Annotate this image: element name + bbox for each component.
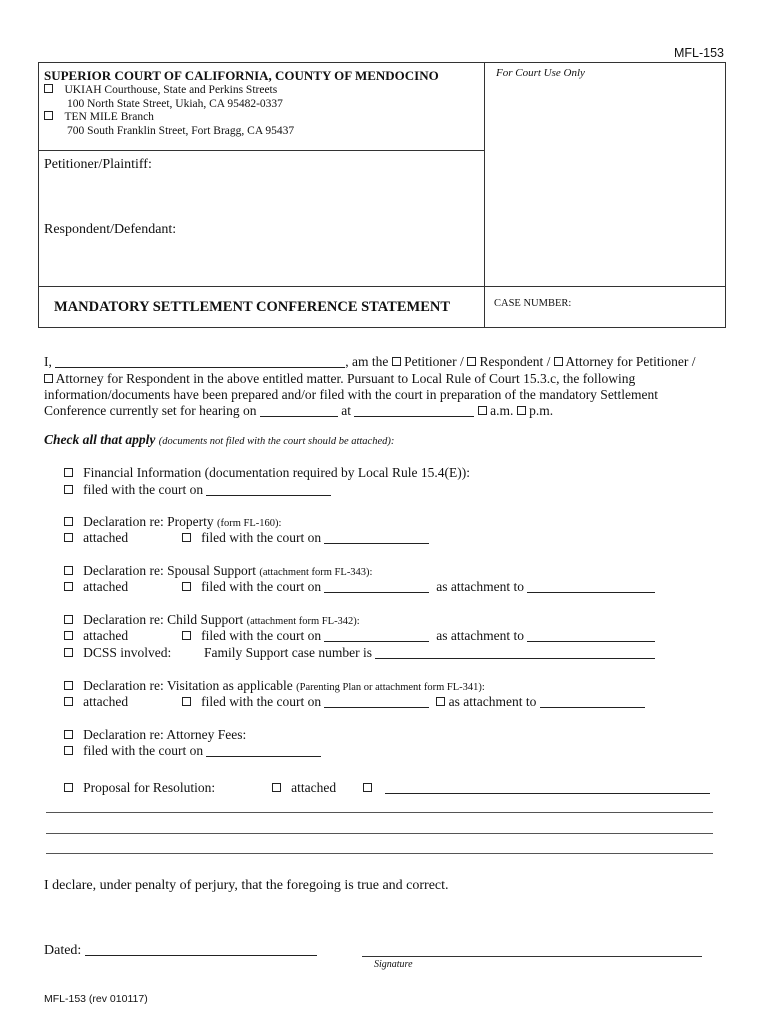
spousal-attachment-line[interactable] bbox=[527, 579, 655, 593]
signature-label: Signature bbox=[374, 959, 413, 970]
child-filed-checkbox[interactable] bbox=[182, 631, 191, 640]
family-support-label: Family Support case number is bbox=[204, 645, 372, 660]
proposal-other-checkbox[interactable] bbox=[363, 783, 372, 792]
property-filed-row bbox=[182, 530, 429, 546]
dcss-checkbox[interactable] bbox=[64, 648, 73, 657]
tenmile-name: TEN MILE Branch bbox=[64, 111, 154, 123]
fees-label: Declaration re: Attorney Fees: bbox=[83, 727, 247, 742]
spousal-filed-checkbox[interactable] bbox=[182, 582, 191, 591]
petitioner-label: Petitioner/Plaintiff: bbox=[44, 157, 152, 172]
check-all-label: Check all that apply bbox=[44, 432, 156, 447]
proposal-other-row bbox=[363, 780, 710, 796]
child-attached-checkbox[interactable] bbox=[64, 631, 73, 640]
court-title: SUPERIOR COURT OF CALIFORNIA, COUNTY OF MENDOCINO bbox=[44, 68, 439, 83]
proposal-row bbox=[64, 780, 215, 796]
court-divider bbox=[38, 150, 484, 151]
spousal-filed-row bbox=[182, 579, 655, 595]
spousal-attachment-label: as attachment to bbox=[436, 579, 524, 594]
spousal-attached-row bbox=[64, 579, 128, 595]
attorney-respondent-checkbox[interactable] bbox=[44, 374, 53, 383]
visitation-filed-checkbox[interactable] bbox=[182, 697, 191, 706]
visitation-checkbox[interactable] bbox=[64, 681, 73, 690]
check-all-note: (documents not filed with the court should be attached): bbox=[158, 436, 395, 447]
property-filed-label: filed with the court on bbox=[201, 530, 322, 545]
family-support-row bbox=[204, 645, 655, 661]
ukiah-name: UKIAH Courthouse, State and Perkins Streets bbox=[64, 84, 278, 96]
spousal-filed-label: filed with the court on bbox=[201, 579, 322, 594]
visitation-row bbox=[64, 678, 485, 694]
property-attached-label: attached bbox=[83, 530, 129, 545]
child-filed-date[interactable] bbox=[324, 628, 429, 642]
child-form: (attachment form FL-342): bbox=[246, 616, 360, 627]
proposal-checkbox[interactable] bbox=[64, 783, 73, 792]
fees-checkbox[interactable] bbox=[64, 730, 73, 739]
respondent-checkbox[interactable] bbox=[467, 357, 476, 366]
child-label: Declaration re: Child Support bbox=[83, 612, 244, 627]
financial-filed-label: filed with the court on bbox=[83, 482, 204, 497]
hearing-label: Conference currently set for hearing on bbox=[44, 403, 257, 418]
am-checkbox[interactable] bbox=[478, 406, 487, 415]
intro-line-3: information/documents have been prepared and/or filed with the court in preparation of the mandatory Settlement bbox=[44, 387, 659, 402]
caption-vertical-divider bbox=[484, 62, 485, 328]
dcss-label: DCSS involved: bbox=[83, 645, 172, 660]
proposal-line-1[interactable] bbox=[46, 812, 713, 813]
visitation-attachment-label: as attachment to bbox=[448, 694, 537, 709]
petitioner-option: Petitioner / bbox=[404, 354, 464, 369]
fees-filed-date[interactable] bbox=[206, 743, 321, 757]
visitation-filed-row bbox=[182, 694, 645, 710]
petitioner-checkbox[interactable] bbox=[392, 357, 401, 366]
financial-checkbox[interactable] bbox=[64, 468, 73, 477]
attorney-petitioner-checkbox[interactable] bbox=[554, 357, 563, 366]
visitation-filed-label: filed with the court on bbox=[201, 694, 322, 709]
dated-line[interactable] bbox=[85, 942, 317, 956]
property-attached-row bbox=[64, 530, 128, 546]
financial-label: Financial Information (documentation required by Local Rule 15.4(E)): bbox=[83, 465, 471, 480]
spousal-filed-date[interactable] bbox=[324, 579, 429, 593]
spousal-checkbox[interactable] bbox=[64, 566, 73, 575]
fees-filed-checkbox[interactable] bbox=[64, 746, 73, 755]
signature-line[interactable] bbox=[362, 956, 702, 957]
hearing-time-line[interactable] bbox=[354, 403, 474, 417]
dated-label: Dated: bbox=[44, 943, 82, 958]
tenmile-checkbox[interactable] bbox=[44, 111, 53, 120]
court-locations bbox=[44, 84, 294, 138]
property-filed-date[interactable] bbox=[324, 530, 429, 544]
spousal-attached-label: attached bbox=[83, 579, 129, 594]
intro-i: I, bbox=[44, 354, 52, 369]
financial-filed-checkbox[interactable] bbox=[64, 485, 73, 494]
tenmile-address: 700 South Franklin Street, Fort Bragg, CA 95437 bbox=[67, 124, 295, 137]
visitation-attached-row bbox=[64, 694, 128, 710]
respondent-label: Respondent/Defendant: bbox=[44, 222, 177, 237]
spousal-attached-checkbox[interactable] bbox=[64, 582, 73, 591]
property-checkbox[interactable] bbox=[64, 517, 73, 526]
proposal-line-2[interactable] bbox=[46, 833, 713, 834]
intro-am-the: , am the bbox=[345, 354, 389, 369]
property-attached-checkbox[interactable] bbox=[64, 533, 73, 542]
hearing-date-line[interactable] bbox=[260, 403, 338, 417]
footer-form-number: MFL-153 (rev 010117) bbox=[44, 993, 148, 1005]
proposal-label: Proposal for Resolution: bbox=[83, 780, 216, 795]
property-filed-checkbox[interactable] bbox=[182, 533, 191, 542]
proposal-attached-checkbox[interactable] bbox=[272, 783, 281, 792]
dated-row bbox=[44, 942, 317, 959]
pm-label: p.m. bbox=[529, 403, 554, 418]
proposal-line-3[interactable] bbox=[46, 853, 713, 854]
visitation-attached-label: attached bbox=[83, 694, 129, 709]
am-label: a.m. bbox=[490, 403, 514, 418]
child-filed-label: filed with the court on bbox=[201, 628, 322, 643]
title-divider bbox=[38, 286, 726, 287]
proposal-attached-row bbox=[272, 780, 336, 796]
child-filed-row bbox=[182, 628, 655, 644]
intro-line-2 bbox=[44, 371, 635, 387]
ukiah-checkbox[interactable] bbox=[44, 84, 53, 93]
property-label: Declaration re: Property bbox=[83, 514, 214, 529]
family-support-case-line[interactable] bbox=[375, 645, 655, 659]
fees-filed-row bbox=[64, 743, 321, 759]
child-attachment-line[interactable] bbox=[527, 628, 655, 642]
declarant-name-line[interactable] bbox=[55, 354, 345, 368]
spousal-row bbox=[64, 563, 372, 579]
property-row bbox=[64, 514, 281, 530]
proposal-attached-label: attached bbox=[291, 780, 337, 795]
case-number-label: CASE NUMBER: bbox=[494, 298, 572, 309]
property-form: (form FL-160): bbox=[216, 518, 282, 529]
visitation-filed-date[interactable] bbox=[324, 694, 429, 708]
financial-filed-row bbox=[64, 482, 331, 498]
ukiah-address: 100 North State Street, Ukiah, CA 95482-0337 bbox=[67, 97, 283, 110]
dcss-row bbox=[64, 645, 171, 661]
form-title: MANDATORY SETTLEMENT CONFERENCE STATEMENT bbox=[54, 299, 451, 315]
financial-row bbox=[64, 465, 470, 481]
child-attachment-label: as attachment to bbox=[436, 628, 524, 643]
check-all-heading bbox=[44, 432, 394, 448]
fees-row bbox=[64, 727, 246, 743]
respondent-option: Respondent / bbox=[479, 354, 551, 369]
visitation-label: Declaration re: Visitation as applicable bbox=[83, 678, 293, 693]
financial-filed-date[interactable] bbox=[206, 482, 331, 496]
intro-line-1 bbox=[44, 354, 696, 370]
declaration-text: I declare, under penalty of perjury, that the foregoing is true and correct. bbox=[44, 878, 449, 893]
visitation-attachment-line[interactable] bbox=[540, 694, 645, 708]
child-checkbox[interactable] bbox=[64, 615, 73, 624]
spousal-form: (attachment form FL-343): bbox=[259, 567, 373, 578]
pm-checkbox[interactable] bbox=[517, 406, 526, 415]
spousal-label: Declaration re: Spousal Support bbox=[83, 563, 256, 578]
visitation-form: (Parenting Plan or attachment form FL-341): bbox=[296, 682, 485, 693]
visitation-attached-checkbox[interactable] bbox=[64, 697, 73, 706]
fees-filed-label: filed with the court on bbox=[83, 743, 204, 758]
proposal-other-line[interactable] bbox=[385, 780, 710, 794]
attorney-petitioner-option: Attorney for Petitioner / bbox=[565, 354, 696, 369]
child-attached-label: attached bbox=[83, 628, 129, 643]
child-attached-row bbox=[64, 628, 128, 644]
child-row bbox=[64, 612, 360, 628]
form-number-top: MFL-153 bbox=[673, 46, 724, 60]
attorney-respondent-text: Attorney for Respondent in the above entitled matter. Pursuant to Local Rule of Court 15.3.c, the following bbox=[55, 371, 636, 386]
intro-line-4 bbox=[44, 403, 553, 419]
visitation-attachment-checkbox[interactable] bbox=[436, 697, 445, 706]
at-label: at bbox=[341, 403, 352, 418]
court-use-label: For Court Use Only bbox=[496, 67, 585, 79]
